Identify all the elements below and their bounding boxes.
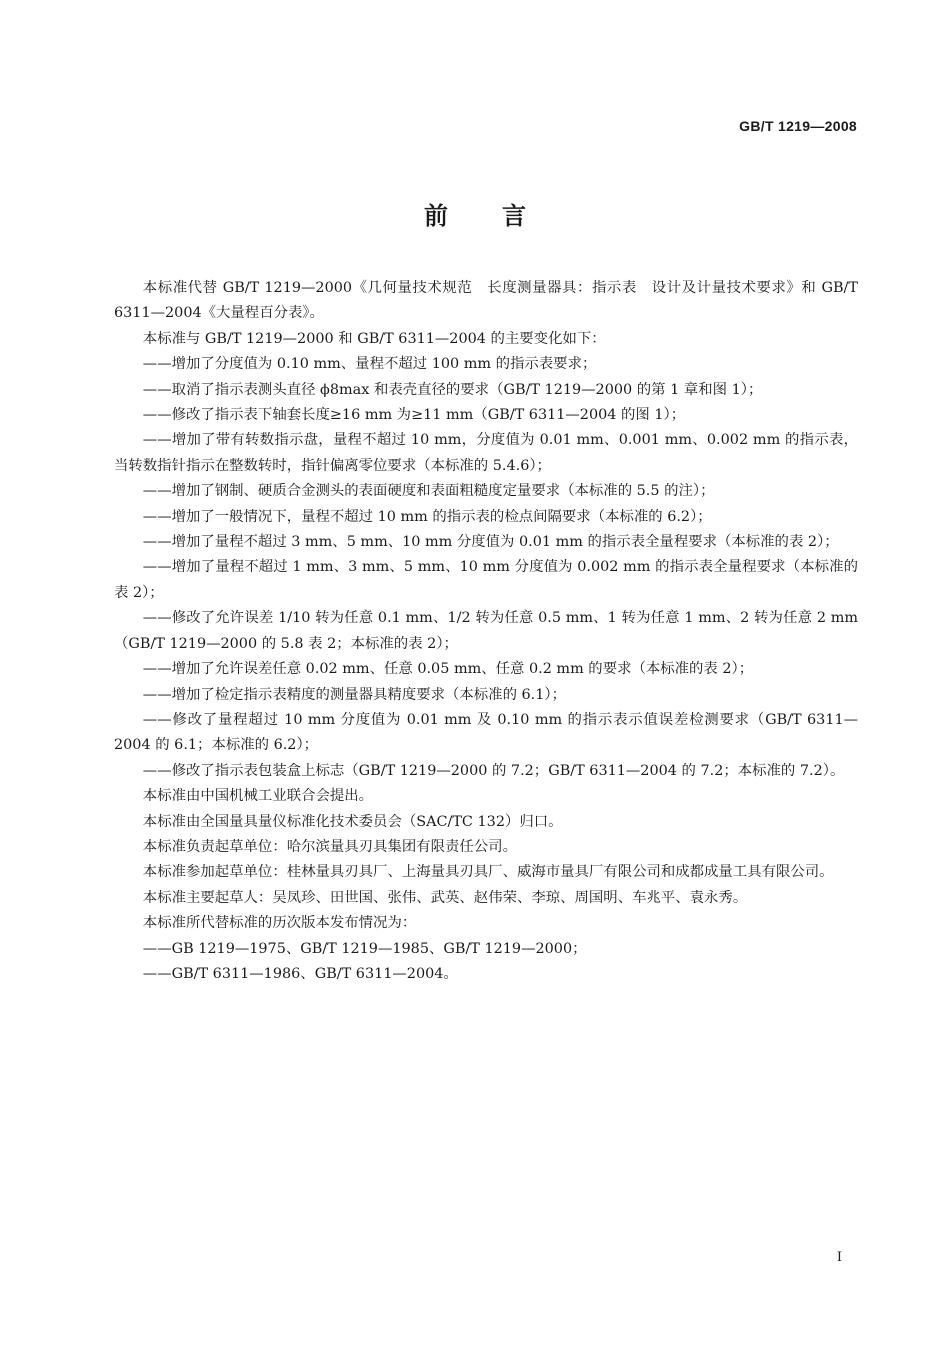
list-item: ——修改了指示表下轴套长度≥16 mm 为≥11 mm（GB/T 6311—2004 的图 1）； [142,407,686,424]
list-item: ——增加了量程不超过 1 mm、3 mm、5 mm、10 mm 分度值为 0.002 mm 的指示表全量程要求（本标准的表 2）； [114,559,858,601]
list-item: ——增加了带有转数指示盘，量程不超过 10 mm，分度值为 0.01 mm、0.001 mm、0.002 mm 的指示表，当转数指针指示在整数转时，指针偏离零位要求（本标准的 5.4.6）； [114,432,858,474]
replacement-statement: 本标准代替 GB/T 1219—2000《几何量技术规范 长度测量器具：指示表 设计及计量技术要求》和 GB/T 6311—2004《大量程百分表》。 [114,280,858,322]
list-item: ——增加了量程不超过 3 mm、5 mm、10 mm 分度值为 0.01 mm 的指示表全量程要求（本标准的表 2）； [142,534,839,551]
list-item: ——修改了指示表包装盒上标志（GB/T 1219—2000 的 7.2；GB/T 6311—2004 的 7.2；本标准的 7.2）。 [142,762,845,779]
list-item: ——增加了钢制、硬质合金测头的表面硬度和表面粗糙度定量要求（本标准的 5.5 的注）； [142,483,715,500]
document-body [114,276,858,987]
history-list [114,937,858,988]
list-item: ——GB/T 6311—1986、GB/T 6311—2004。 [142,965,458,982]
list-item: ——取消了指示表测头直径 ϕ8max 和表壳直径的要求（GB/T 1219—2000 的第 1 章和图 1）； [142,381,763,398]
committee-statement: 本标准由全国量具量仪标准化技术委员会（SAC/TC 132）归口。 [142,813,563,830]
list-item: ——GB 1219—1975、GB/T 1219—1985、GB/T 1219—2000； [142,940,587,957]
list-item: ——增加了一般情况下，量程不超过 10 mm 的指示表的检点间隔要求（本标准的 6.2）； [142,508,712,525]
participating-drafters-statement: 本标准参加起草单位：桂林量具刃具厂、上海量具刃具厂、威海市量具厂有限公司和成都成量工具有限公司。 [142,864,834,881]
lead-drafter-statement: 本标准负责起草单位：哈尔滨量具刃具集团有限责任公司。 [142,838,517,855]
standard-code: GB/T 1219—2008 [739,118,857,134]
changes-intro: 本标准与 GB/T 1219—2000 和 GB/T 6311—2004 的主要变化如下： [142,330,606,347]
page-number: I [836,1250,842,1265]
list-item: ——增加了检定指示表精度的测量器具精度要求（本标准的 6.1）； [142,686,566,703]
changes-list [114,352,858,784]
list-item: ——增加了分度值为 0.10 mm、量程不超过 100 mm 的指示表要求； [142,356,597,373]
list-item: ——修改了量程超过 10 mm 分度值为 0.01 mm 及 0.10 mm 的指示表示值误差检测要求（GB/T 6311—2004 的 6.1；本标准的 6.2）； [114,711,858,754]
list-item: ——修改了允许误差 1/10 转为任意 0.1 mm、1/2 转为任意 0.5 mm、1 转为任意 1 mm、2 转为任意 2 mm（GB/T 1219—2000 的 5.8 表 2；本标准的表 2）； [114,610,858,652]
proposer-statement: 本标准由中国机械工业联合会提出。 [142,788,374,805]
history-intro: 本标准所代替标准的历次版本发布情况为： [142,915,417,932]
main-drafters-statement: 本标准主要起草人：吴凤珍、田世国、张伟、武英、赵伟荣、李琼、周国明、车兆平、袁永秀。 [142,889,748,906]
list-item: ——增加了允许误差任意 0.02 mm、任意 0.05 mm、任意 0.2 mm 的要求（本标准的表 2）； [142,661,754,678]
page-title: 前言 [424,202,580,230]
